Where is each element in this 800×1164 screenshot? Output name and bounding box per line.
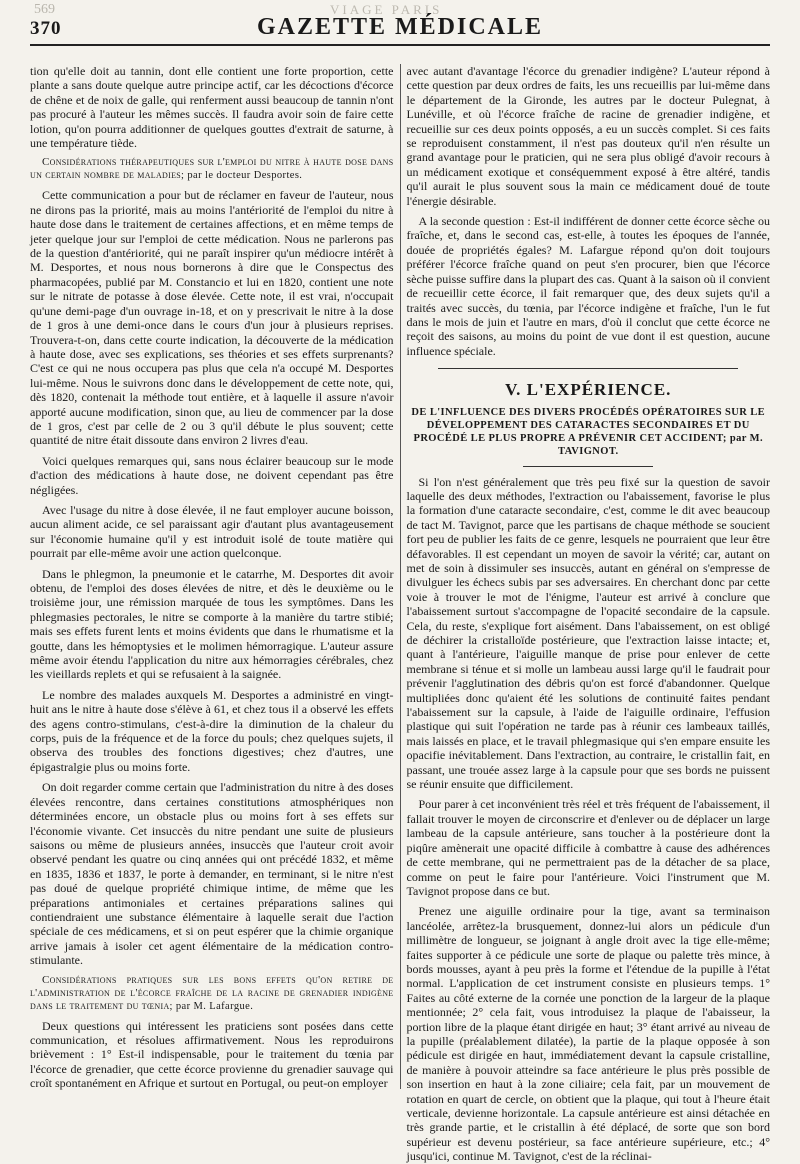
section-heading: V. L'EXPÉRIENCE.	[505, 380, 672, 400]
article-heading-author: ; par le docteur Desportes.	[181, 170, 303, 182]
paragraph: Voici quelques remarques qui, sans nous éclairer beaucoup sur le mode d'action des médications à haute dose, ne doivent cependant pas être négligées.	[30, 453, 394, 497]
masthead-title: GAZETTE MÉDICALE	[256, 14, 544, 40]
article-heading-caps: Considérations thérapeutiques sur l'emploi du nitre à haute dose dans un certain nombre de maladies	[30, 156, 394, 182]
subheading-rule	[523, 466, 653, 467]
bleed-through-page-number: 569	[34, 2, 55, 17]
article-heading-author: ; par M. Lafargue.	[169, 1000, 254, 1012]
right-column	[406, 64, 771, 1164]
article-heading-caps: Considérations pratiques sur les bons effets qu'on retire de l'administration de l'écorce fraîche de la racine de grenadier indigène dans le traitement du tœnia	[30, 973, 394, 1012]
article-subheading: DE L'INFLUENCE DES DIVERS PROCÉDÉS OPÉRATOIRES SUR LE DÉVELOPPEMENT DES CATARACTES SECONDAIRES ET DU PROCÉDÉ LE PLUS PROPRE A PRÉVENIR CET ACCIDENT; par M. TAVIGNOT.	[411, 406, 766, 457]
paragraph: Dans le phlegmon, la pneumonie et le catarrhe, M. Desportes dit avoir obtenu, de l'emploi des doses élevées de nitre, et dès le deuxième ou le troisième jour, une rémission marquée de tous les symptômes. Dans les phlegmasies pectorales, le nitre se comporte à la manière du tartre stibié; mais ses effets furent lents et moins évidents que dans le rhumatisme et la goutte, dans les hémoptysies et le molimen hémorragique. L'auteur assure même avoir étendu l'application du nitre aux hémorragies cérébrales, chez les vieillards replets et qui se refusaient à la saignée.	[30, 566, 394, 682]
paragraph: Si l'on n'est généralement que très peu fixé sur la question de savoir laquelle des deux méthodes, l'extraction ou l'abaissement, favorise le plus la formation d'une cataracte secondaire, c'est, comme le dit avec beaucoup de tact M. Tavignot, parce que les partisans de chaque méthode se soucient fort peu de publier les faits de ce genre, lesquels ne pourraient que leur être défavorables. Il est cependant un moyen de savoir la vérité; car, autant on met de soin à dissimuler ses insuccès, autant en général on s'empresse de divulguer les échecs subis par ses adversaires. En cherchant donc par cette voie à trouver le mot de l'énigme, l'auteur est arrivé à conclure que l'abaissement surtout s'accompagne de l'opacité secondaire de la capsule. Cela, du reste, s'explique fort aisément. Dans l'abaissement, on est obligé de déchirer la cristalloïde postérieure, que l'extraction laisse intacte; et, quant à l'antérieure, l'aiguille manque de prise pour enlever de cette membrane si ténue et si molle un lambeau aussi large qu'il le faudrait pour prévenir l'agglutination des débris qu'on est forcé d'abandonner. Quelque multipliées donc qu'aient été les solutions de continuité faites pendant l'abaissement sur la capsule, à l'aide de l'aiguille ordinaire, l'effusion plastique qui suit l'opération ne tarde pas à réunir ces lambeaux taillés, mais laissés en place, et le travail phlegmasique qui s'en empare ensuite les opacifie inévitablement. Dans l'extraction, au contraire, le cristallin fait, en passant, une trouée assez large à la capsule pour que ses bords ne puissent se réunir ensuite que difficilement.	[406, 474, 770, 792]
paragraph: Deux questions qui intéressent les praticiens sont posées dans cette communication, et résolues affirmativement. Nous les reproduirons brièvement : 1° Est-il indispensable, pour le traitement du tœnia par l'écorce de grenadier, que cette écorce provienne du grenadier sauvage qui croît spontanément en Afrique et surtout en Portugal, ou peut-on employer	[30, 1018, 394, 1091]
paragraph: A la seconde question : Est-il indifférent de donner cette écorce sèche ou fraîche, et, dans le second cas, est-elle, à toutes les époques de l'année, douée de propriétés égales? M. Lafargue répond qu'on doit toujours préférer l'écorce fraîche quand on peut s'en procurer, bien que l'écorce sèche puisse suffire dans la plupart des cas. Quant à la saison où il convient de recueillir cette écorce, il fait remarquer que, des deux sujets qu'il a traités avec succès, du tœnia, par l'écorce indigène et fraîche, l'un le fut dans le mois de juin et l'autre en mars, d'où il conclut que cette écorce ne reçoit des saisons, au moins du point de vue dont il est question, aucune influence spéciale.	[406, 214, 770, 358]
left-column	[30, 64, 394, 1089]
paragraph: Prenez une aiguille ordinaire pour la tige, avant sa terminaison lancéolée, arrêtez-la brusquement, donnez-lui alors un pédicule d'un millimètre de longueur, se joignant à angle droit avec la tige elle-même; faites supporter à ce pédicule une sorte de plaque ou palette très mince, à bords mousses, ayant à peu près la forme et l'étendue de la pupille à l'état normal. L'application de cet instrument consiste en plusieurs temps. 1° Faites au côté externe de la cornée une ponction de la largeur de la plaque mentionnée; 2° cela fait, vous introduisez la plaque de l'abaisseur, la portion libre de la plaque étant dirigée en haut; 3° étant arrivé au niveau de la pupille (préalablement dilatée), la partie de la plaque opposée à son pédicule est dirigée en haut, immédiatement devant la capsule cristalline, de manière à pouvoir atteindre sa face antérieure le plus près possible de son insertion en haut à la zone ciliaire; cela fait, par un mouvement de rotation en quart de cercle, on obtient que la plaque, qui tout à l'heure était verticale, devienne horizontale. La capsule antérieure est ainsi détachée en très grande partie, et le cristallin à été déplacé, de sorte que son bord supérieur est devenu postérieur, sa face antérieure supérieure, etc.; 4° jusqu'ici, continue M. Tavignot, c'est de la réclinai-	[406, 904, 770, 1164]
column-divider	[400, 64, 401, 1089]
text-columns	[30, 64, 770, 1164]
article-heading-desportes	[30, 156, 394, 182]
paragraph: tion qu'elle doit au tannin, dont elle contient une forte proportion, cette plante a sans doute quelque autre principe actif, car les décoctions d'écorce de chêne et de noix de galle, qui renferment aussi beaucoup de tannin n'ont pas procuré à l'auteur les mêmes succès. Il faudra avoir soin de faire cette lotion, qu'on pourra additionner de quelques gouttes d'extrait de saturne, à une température tiède.	[30, 64, 394, 151]
paragraph: avec autant d'avantage l'écorce du grenadier indigène? L'auteur répond à cette question par deux ordres de faits, les uns recueillis par lui-même dans le département de la Gironde, les autres par le docteur Pulegnat, à Lunéville, et où l'écorce fraîche de racine de grenadier indigène, et recueillie sur ces deux points opposés, a eu un succès complet. Si ces faits se reproduisent constamment, il n'est pas douteux qu'il n'en résulte un grand avantage pour le praticien, qui ne sera plus obligé d'avoir recours à un médicament exotique et conséquemment exposé à être altéré, tandis qu'il aurait le plus souvent sous la main ce médicament doué de toute l'énergie désirable.	[406, 64, 770, 208]
paragraph: Cette communication a pour but de réclamer en faveur de l'auteur, nous ne dirons pas la priorité, mais au moins l'antériorité de l'emploi du nitre à haute dose dans le traitement de certaines affections, et en même temps de jeter quelque jour sur l'emploi de cette médication. Nous ne parlerons pas de la question d'antériorité, qui ne paraît inspirer qu'un médiocre intérêt à M. Desportes, et nous nous bornerons à dire que le Conspectus des pharmacopées, publié par M. Constancio et lui en 1820, contient une note sur le nitrate de potasse à dose élevée. Cette note, il est vrai, n'occupait qu'une demi-page d'un ouvrage in-18, et on y prescrivait le nitre à la dose de 1 gros à une demi-once dans le cours d'un jour à plusieurs reprises. Trouvera-t-on, dans cette courte indication, la découverte de la médication à haute dose, avec ses explications, ses théories et ses effets surprenants? C'est ce qui ne nous occupera pas plus que cela n'a occupé M. Desportes lui-même. Nous le suivrons donc dans le développement de cette note, qui, dès 1820, contenait la méthode tout entière, et à laquelle il assure n'avoir apporté aucune modification, sinon que, au lieu de commencer par la dose de 1 gros, c'est par celle de 2 ou 3 qu'il débute le plus souvent; cette quantité de nitre était dissoute dans environ 2 livres d'eau.	[30, 188, 394, 448]
paragraph: On doit regarder comme certain que l'administration du nitre à des doses élevées rencontre, dans certaines constitutions atmosphériques non déterminées encore, un obstacle plus ou moins fort à ses effets sur l'économie vivante. Cet insuccès du nitre pendant une suite de plusieurs saisons ou même de plusieurs années, insuccès que l'auteur croit avoir observé pendant les quatre ou cinq années qui ont précédé 1832, et même en 1835, 1836 et 1837, le porte à demander, en terminant, si le nitre n'est pas doué de quelque propriété chimique intime, de même que les préparations antimoniales et certaines préparations salines qui contiendraient une substance élémentaire à laquelle serait due l'action spéciale de ces médicamens, et si on peut espérer que la chimie organique arrive jamais à isoler cet agent élémentaire de la médication contro-stimulante.	[30, 780, 394, 968]
page-header	[30, 0, 770, 44]
page-number: 370	[30, 18, 62, 39]
article-heading-lafargue	[30, 974, 394, 1013]
header-rule	[30, 44, 770, 46]
paragraph: Le nombre des malades auxquels M. Desportes a administré en vingt-huit ans le nitre à haute dose s'élève à 61, et chez tous il a observé les effets des agens contro-stimulans, c'est-à-dire la diminution de la chaleur du corps, puis de la fréquence et de la force du pouls; chez quelques sujets, il observa des troubles des fonctions digestives; chez d'autres, une épigastralgie plus ou moins forte.	[30, 687, 394, 774]
bleed-through-heading: VIAGE PARIS	[330, 2, 443, 17]
section-rule	[438, 368, 738, 369]
paragraph: Pour parer à cet inconvénient très réel et très fréquent de l'abaissement, il fallait trouver le moyen de circonscrire et d'enlever ou de déplacer un large lambeau de la capsule antérieure, sans toucher à la postérieure dont la piqûre amènerait une opacité difficile à combattre à cause des adhérences de cette membrane, qui ne permettraient pas de la détacher de sa place, comme on peut le faire pour l'antérieure. Voici l'instrument que M. Tavignot propose dans ce but.	[406, 797, 770, 898]
paragraph: Avec l'usage du nitre à dose élevée, il ne faut employer aucune boisson, aucun aliment acide, ce sel paraissant agir d'autant plus avantageusement sur l'économie humaine qu'il y est introduit isolé de toute matière qui pourrait par elle-même avoir une action quelconque.	[30, 502, 394, 561]
